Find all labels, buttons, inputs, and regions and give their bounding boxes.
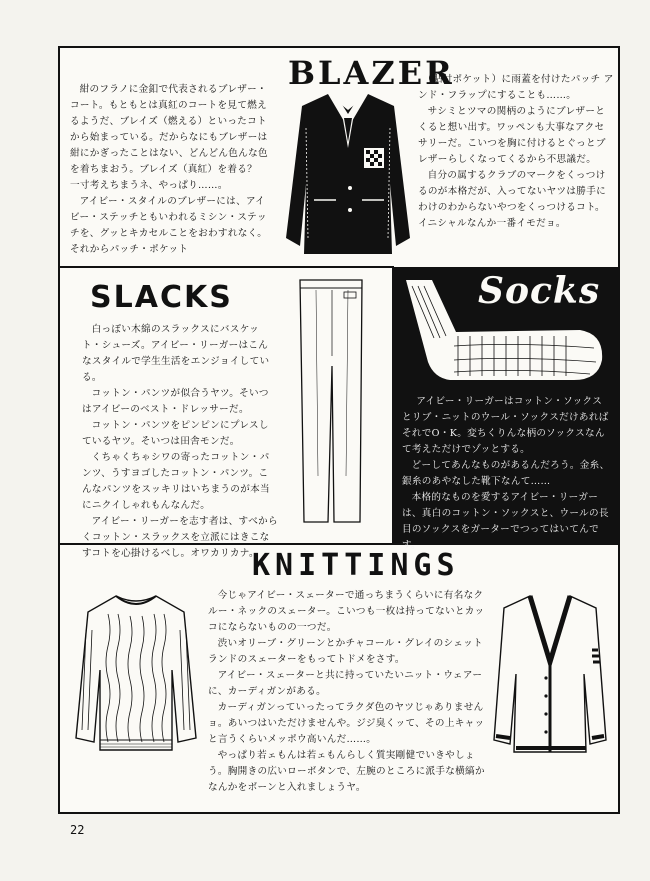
cardigan-illustration (492, 592, 610, 760)
slacks-paragraph: 白っぽい木綿のスラックスにバスケット・シューズ。アイビー・リーガーはこんなスタイルで学生生活をエンジョイしている。 (82, 324, 270, 383)
knittings-title: KNITTINGS (252, 548, 460, 583)
blazer-illustration (280, 88, 416, 258)
sweater-illustration (72, 590, 200, 758)
knittings-paragraph: やっぱり若ェもんは若ェもんらしく質実剛健でいきやしょう。胸開きの広いローボタンで、左腕のところに派手な横縞かなんかをボーンと入れましょうヤ。 (208, 750, 485, 793)
socks-paragraph: どーしてあんなものがあるんだろう。金糸、銀糸のあやなした靴下なんて…… (402, 460, 610, 487)
knittings-paragraph: アイビー・スェーターと共に持っていたいニット・ウェアーに、カーディガンがある。 (208, 670, 483, 697)
slacks-paragraph: くちゃくちゃシワの寄ったコットン・パンツ、うすヨゴしたコットン・パンツ。こんなパンツをスッキリはいちまうのが本当にニクイしゃれもんなんだ。 (82, 452, 270, 511)
knittings-text (208, 588, 486, 796)
blazer-text-right (418, 72, 614, 232)
blazer-text-left (70, 82, 270, 258)
slacks-text (82, 322, 278, 562)
slacks-title: SLACKS (90, 280, 233, 315)
divider-blazer (58, 266, 394, 268)
page-number: 22 (70, 823, 85, 837)
socks-text (402, 394, 612, 554)
slacks-paragraph: コットン・パンツが似合うヤツ。そいつはアイビーのベスト・ドレッサーだ。 (82, 388, 269, 415)
blazer-paragraph: サシミとツマの関柄のようにブレザーとくると想い出す。ワッペンも大事なアクセサリーだ。こいつを胸に付けるとぐっとブレザーらしくなってくるから不思議だ。 (418, 106, 606, 165)
blazer-paragraph: アイビー・スタイルのブレザーには、アイビー・ステッチともいわれるミシン・ステッチを、グッとキカセルことをおわすれなく。それからパッチ・ポケット (70, 196, 268, 255)
slacks-illustration (292, 276, 374, 526)
slacks-paragraph: アイビー・リーガーを志す者は、すべからくコットン・スラックスを立派にはきこなすコトを心掛けるべし。オワカリカナ。 (82, 516, 278, 559)
socks-paragraph: アイビー・リーガーはコットン・ソックスとリブ・ニットのウール・ソックスだけあればそれでO・K。変ちくりんな柄のソックスなんて考えただけでゾッとする。 (402, 396, 609, 455)
socks-paragraph: 本格的なものを愛するアイビー・リーガーは、真白のコットン・ソックスと、ウールの長目のソックスをガーターでつってはいてんです。 (402, 492, 609, 551)
slacks-paragraph: コットン・パンツをピンピンにプレスしているヤツ。そいつは田舎モンだ。 (82, 420, 269, 447)
knittings-paragraph: カーディガンっていったってラクダ色のヤツじゃありませんョ。あいつはいただけませんや。ジジ臭くッて、その上キャッと言うくらいメッポウ高いんだ……。 (208, 702, 485, 745)
socks-title: Socks (478, 270, 601, 312)
knittings-paragraph: 渋いオリーブ・グリーンとかチャコール・グレイのシェットランドのスェーターをもってトドメをさす。 (208, 638, 483, 665)
blazer-paragraph: 自分の属するクラブのマークをくっつけるのが本格だが、入ってないヤツは勝手にわけのわからないやつをくっつけるコト。イニシャルなんか一番イモだョ。 (418, 170, 606, 229)
knittings-paragraph: 今じゃアイビー・スェーターで通っちまうくらいに有名なクルー・ネックのスェーター。こいつも一枚は持ってないとカッコにならないものの一つだ。 (208, 590, 485, 633)
blazer-title: BLAZER (288, 54, 455, 92)
blazer-paragraph: （貼付ポケット）に雨蓋を付けたパッチ アンド・フラップにすることも……。 (418, 74, 614, 101)
blazer-paragraph: 紺のフラノに金釦で代表されるブレザー・コート。もともとは真紅のコートを見て燃えるようだ、ブレイズ（燃える）といったコトから始まっている。だからなにもブレザーは紺にかぎったことはない、どんどん色んな色を着ちまおう。ブレイズ（真紅）を着る？ 一寸考えちまうネ、やっぱり……。 (70, 84, 268, 191)
